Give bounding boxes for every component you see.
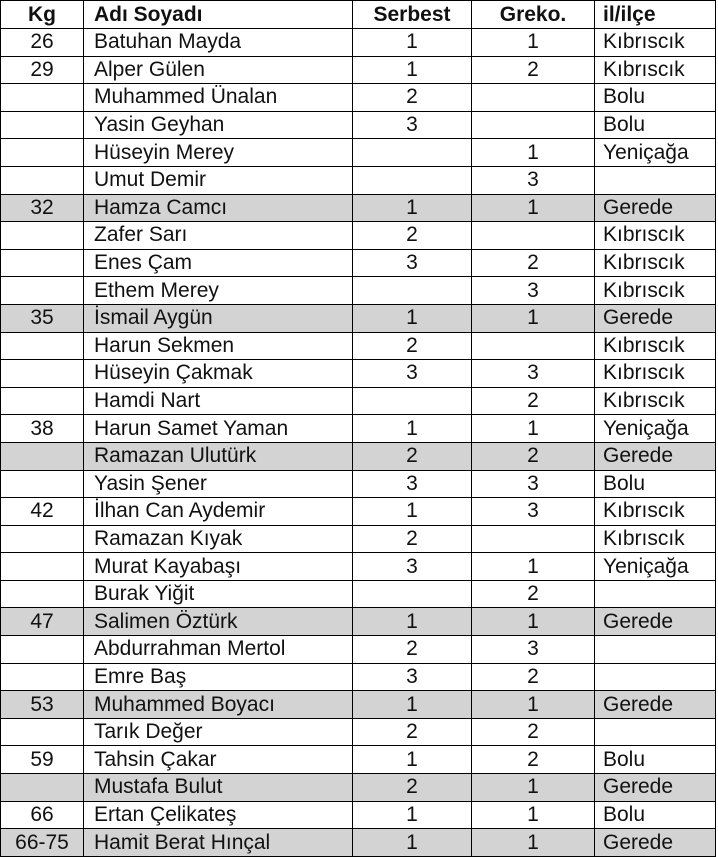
cell-greko: 1 — [472, 304, 595, 332]
cell-name: Ramazan Kıyak — [84, 525, 353, 553]
cell-serbest: 3 — [353, 553, 472, 581]
cell-serbest: 1 — [353, 691, 472, 719]
cell-il: Bolu — [595, 801, 716, 829]
cell-kg: 38 — [1, 415, 84, 443]
cell-name: Mustafa Bulut — [84, 774, 353, 802]
cell-serbest: 2 — [353, 525, 472, 553]
table-row — [1, 249, 716, 277]
cell-serbest — [353, 139, 472, 167]
table-row — [1, 636, 716, 664]
cell-serbest: 2 — [353, 718, 472, 746]
cell-greko: 3 — [472, 470, 595, 498]
cell-kg — [1, 249, 84, 277]
table-row — [1, 29, 716, 57]
cell-name: Ethem Merey — [84, 277, 353, 305]
cell-il: Kıbrıscık — [595, 249, 716, 277]
cell-il: Bolu — [595, 746, 716, 774]
cell-greko — [472, 525, 595, 553]
cell-greko — [472, 84, 595, 112]
cell-il: Gerede — [595, 691, 716, 719]
cell-il: Bolu — [595, 470, 716, 498]
table-row — [1, 718, 716, 746]
cell-serbest: 2 — [353, 332, 472, 360]
header-il: il/ilçe — [595, 1, 716, 29]
table-row — [1, 801, 716, 829]
table-row — [1, 139, 716, 167]
cell-greko: 1 — [472, 774, 595, 802]
cell-greko: 2 — [472, 442, 595, 470]
cell-serbest: 1 — [353, 498, 472, 526]
table-row — [1, 580, 716, 608]
cell-name: Batuhan Mayda — [84, 29, 353, 57]
cell-il: Yeniçağa — [595, 553, 716, 581]
cell-kg: 66-75 — [1, 829, 84, 857]
cell-greko: 1 — [472, 415, 595, 443]
cell-greko — [472, 222, 595, 250]
cell-kg — [1, 718, 84, 746]
cell-kg — [1, 166, 84, 194]
cell-greko: 2 — [472, 387, 595, 415]
cell-kg — [1, 470, 84, 498]
cell-il: Kıbrıscık — [595, 332, 716, 360]
cell-il — [595, 580, 716, 608]
cell-serbest — [353, 277, 472, 305]
cell-name: Umut Demir — [84, 166, 353, 194]
cell-name: Enes Çam — [84, 249, 353, 277]
cell-serbest: 3 — [353, 249, 472, 277]
cell-name: Zafer Sarı — [84, 222, 353, 250]
cell-greko: 1 — [472, 801, 595, 829]
cell-serbest: 1 — [353, 801, 472, 829]
cell-il — [595, 636, 716, 664]
table-row — [1, 553, 716, 581]
table-row — [1, 111, 716, 139]
table-row — [1, 194, 716, 222]
table-row — [1, 166, 716, 194]
cell-greko — [472, 332, 595, 360]
table-row — [1, 222, 716, 250]
cell-name: Tarık Değer — [84, 718, 353, 746]
cell-greko: 3 — [472, 277, 595, 305]
cell-greko: 2 — [472, 718, 595, 746]
cell-serbest — [353, 166, 472, 194]
cell-name: Muhammed Boyacı — [84, 691, 353, 719]
cell-kg: 32 — [1, 194, 84, 222]
cell-serbest: 2 — [353, 84, 472, 112]
table-row — [1, 525, 716, 553]
cell-il: Kıbrıscık — [595, 56, 716, 84]
header-greko: Greko. — [472, 1, 595, 29]
cell-greko: 3 — [472, 360, 595, 388]
cell-serbest: 1 — [353, 29, 472, 57]
cell-serbest: 3 — [353, 111, 472, 139]
table-row — [1, 360, 716, 388]
cell-greko: 2 — [472, 249, 595, 277]
cell-il: Kıbrıscık — [595, 222, 716, 250]
cell-il: Kıbrıscık — [595, 277, 716, 305]
table-row — [1, 84, 716, 112]
cell-il — [595, 663, 716, 691]
cell-kg — [1, 580, 84, 608]
cell-name: Harun Sekmen — [84, 332, 353, 360]
cell-kg — [1, 277, 84, 305]
cell-greko: 3 — [472, 498, 595, 526]
cell-kg: 42 — [1, 498, 84, 526]
header-kg: Kg — [1, 1, 84, 29]
cell-serbest: 1 — [353, 608, 472, 636]
cell-name: Harun Samet Yaman — [84, 415, 353, 443]
cell-il: Gerede — [595, 442, 716, 470]
cell-greko: 1 — [472, 139, 595, 167]
cell-serbest: 3 — [353, 470, 472, 498]
cell-name: Burak Yiğit — [84, 580, 353, 608]
cell-il: Gerede — [595, 774, 716, 802]
cell-name: Murat Kayabaşı — [84, 553, 353, 581]
cell-kg: 35 — [1, 304, 84, 332]
cell-il: Kıbrıscık — [595, 29, 716, 57]
cell-serbest: 1 — [353, 194, 472, 222]
cell-serbest — [353, 580, 472, 608]
cell-kg — [1, 332, 84, 360]
table-row — [1, 277, 716, 305]
cell-greko: 1 — [472, 553, 595, 581]
table-row — [1, 415, 716, 443]
cell-kg — [1, 525, 84, 553]
cell-kg: 59 — [1, 746, 84, 774]
table-row — [1, 774, 716, 802]
cell-greko: 1 — [472, 194, 595, 222]
cell-name: Muhammed Ünalan — [84, 84, 353, 112]
cell-greko: 2 — [472, 56, 595, 84]
cell-kg — [1, 222, 84, 250]
cell-serbest: 2 — [353, 442, 472, 470]
cell-greko: 1 — [472, 691, 595, 719]
cell-greko: 1 — [472, 29, 595, 57]
cell-greko: 1 — [472, 829, 595, 857]
cell-il: Gerede — [595, 304, 716, 332]
cell-greko: 3 — [472, 166, 595, 194]
cell-il: Yeniçağa — [595, 415, 716, 443]
cell-serbest: 3 — [353, 360, 472, 388]
cell-il: Gerede — [595, 829, 716, 857]
cell-serbest: 2 — [353, 222, 472, 250]
cell-name: Ramazan Ulutürk — [84, 442, 353, 470]
table-row — [1, 470, 716, 498]
cell-name: Hüseyin Merey — [84, 139, 353, 167]
cell-greko: 2 — [472, 580, 595, 608]
cell-serbest: 1 — [353, 56, 472, 84]
cell-name: Hamdi Nart — [84, 387, 353, 415]
cell-kg — [1, 111, 84, 139]
cell-serbest: 1 — [353, 415, 472, 443]
cell-serbest: 2 — [353, 774, 472, 802]
cell-greko: 2 — [472, 746, 595, 774]
header-serbest: Serbest — [353, 1, 472, 29]
cell-name: Tahsin Çakar — [84, 746, 353, 774]
cell-il: Gerede — [595, 194, 716, 222]
cell-greko: 1 — [472, 608, 595, 636]
cell-il — [595, 718, 716, 746]
cell-serbest — [353, 387, 472, 415]
cell-name: Hamit Berat Hınçal — [84, 829, 353, 857]
cell-name: İsmail Aygün — [84, 304, 353, 332]
header-row — [1, 1, 716, 29]
table-row — [1, 663, 716, 691]
cell-name: Emre Baş — [84, 663, 353, 691]
cell-greko: 2 — [472, 663, 595, 691]
cell-il — [595, 166, 716, 194]
table-body — [1, 29, 716, 857]
cell-name: Yasin Şener — [84, 470, 353, 498]
cell-name: Alper Gülen — [84, 56, 353, 84]
table-row — [1, 304, 716, 332]
table-row — [1, 746, 716, 774]
cell-greko: 3 — [472, 636, 595, 664]
cell-name: Salimen Öztürk — [84, 608, 353, 636]
cell-il: Kıbrıscık — [595, 498, 716, 526]
cell-serbest: 2 — [353, 636, 472, 664]
cell-il: Bolu — [595, 84, 716, 112]
table-row — [1, 387, 716, 415]
cell-kg: 53 — [1, 691, 84, 719]
cell-kg: 26 — [1, 29, 84, 57]
cell-kg — [1, 774, 84, 802]
cell-greko — [472, 111, 595, 139]
table-row — [1, 56, 716, 84]
cell-serbest: 1 — [353, 304, 472, 332]
header-name: Adı Soyadı — [84, 1, 353, 29]
cell-kg — [1, 139, 84, 167]
cell-serbest: 1 — [353, 829, 472, 857]
table-row — [1, 332, 716, 360]
cell-kg: 29 — [1, 56, 84, 84]
cell-name: Hamza Camcı — [84, 194, 353, 222]
cell-kg — [1, 636, 84, 664]
cell-il: Bolu — [595, 111, 716, 139]
table-row — [1, 498, 716, 526]
table-row — [1, 829, 716, 857]
cell-il: Kıbrıscık — [595, 387, 716, 415]
cell-kg — [1, 553, 84, 581]
cell-name: Ertan Çelikateş — [84, 801, 353, 829]
cell-name: İlhan Can Aydemir — [84, 498, 353, 526]
cell-il: Yeniçağa — [595, 139, 716, 167]
cell-kg — [1, 84, 84, 112]
cell-kg — [1, 442, 84, 470]
cell-name: Hüseyin Çakmak — [84, 360, 353, 388]
cell-il: Gerede — [595, 608, 716, 636]
cell-name: Abdurrahman Mertol — [84, 636, 353, 664]
cell-serbest: 1 — [353, 746, 472, 774]
table-row — [1, 608, 716, 636]
cell-kg — [1, 387, 84, 415]
table-row — [1, 442, 716, 470]
cell-serbest: 3 — [353, 663, 472, 691]
cell-kg — [1, 360, 84, 388]
cell-il: Kıbrıscık — [595, 360, 716, 388]
cell-name: Yasin Geyhan — [84, 111, 353, 139]
cell-il: Kıbrıscık — [595, 525, 716, 553]
table-row — [1, 691, 716, 719]
cell-kg — [1, 663, 84, 691]
cell-kg: 66 — [1, 801, 84, 829]
cell-kg: 47 — [1, 608, 84, 636]
